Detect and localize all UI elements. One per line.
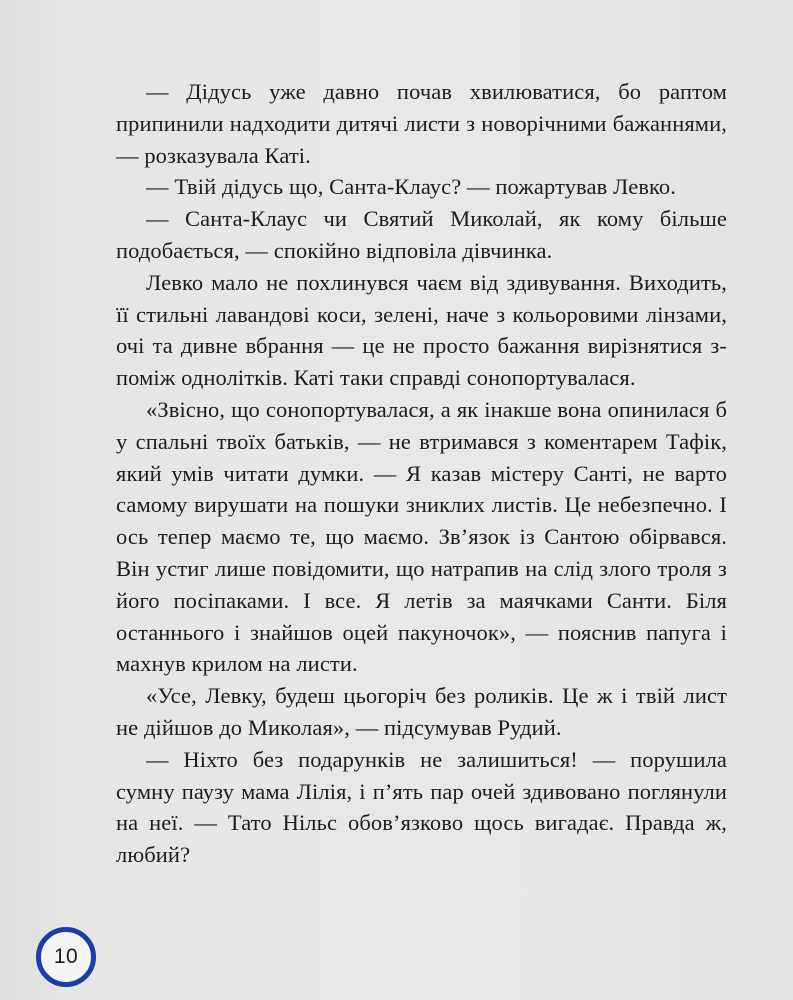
page-number-badge — [36, 927, 96, 987]
paragraph-6: «Усе, Левку, будеш цьогоріч без роликів. Це ж і твій лист не дійшов до Миколая», — підсумував Рудий. — [116, 683, 727, 740]
paragraph-2: — Твій дідусь що, Санта-Клаус? — пожартував Левко. — [146, 174, 677, 200]
paragraph-7: — Ніхто без подарунків не залишиться! — порушила сумну паузу мама Лілія, і п’ять пар очей здивовано поглянули на неї. — Тато Нільс обов’язково щось вигадає. Правда ж, любий? — [116, 746, 727, 868]
paragraph-1: — Дідусь уже давно почав хвилюватися, бо раптом припинили надходити дитячі листи з новорічними бажаннями, — розказувала Каті. — [116, 79, 727, 168]
paragraph-4: Левко мало не похлинувся чаєм від здивування. Виходить, її стильні лавандові коси, зелені, наче з кольоровими лінзами, очі та дивне вбрання — це не просто бажання вирізнятися з-поміж однолітків. Каті таки справді сонопортувалася. — [116, 269, 727, 391]
body-text — [116, 76, 727, 871]
paragraph-5: «Звісно, що сонопортувалася, а як інакше вона опинилася б у спальні твоїх батьків, — не втримався з коментарем Тафік, який умів читати думки. — Я казав містеру Санті, не варто самому вирушати на пошуки зниклих листів. Це небезпечно. І ось тепер маємо те, що маємо. Зв’язок із Сантою обірвався. Він устиг лише повідомити, що натрапив на слід злого троля з його посіпаками. І все. Я летів за маячками Санти. Біля останнього і знайшов оцей пакуночок», — пояснив папуга і махнув крилом на листи. — [116, 396, 727, 677]
paragraph-3: — Санта-Клаус чи Святий Миколай, як кому більше подобається, — спокійно відповіла дівчинка. — [116, 206, 727, 263]
page-number: 10 — [53, 945, 79, 968]
